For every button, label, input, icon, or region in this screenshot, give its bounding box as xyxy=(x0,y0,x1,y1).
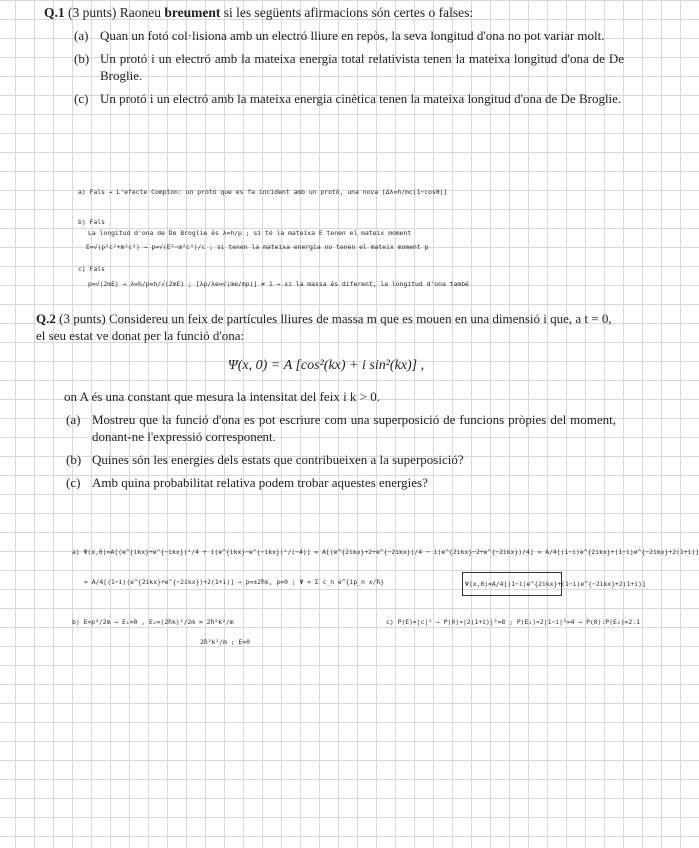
question-2-item-b xyxy=(66,451,616,468)
notes-q1-a: a) Fals → L'efecte Compton: un protó que es fa incident amb un protó, una nova [Δλ=h/mc(1−cosθ)] xyxy=(78,188,448,196)
notes-q2-a-line1: a) Ψ(x,0)=A[(e^{ikx}+e^{−ikx})²/4 + i(e^{ikx}−e^{−ikx})²/(−4)] = A[(e^{2ikx}+2+e^{−2ikx})/4 − i(e^{2ikx}−2+e^{−2ikx})/4] = A/4[(1−i)e^{2ikx}+(1−i)e^{−2ikx}+2(1+i)] xyxy=(72,548,699,556)
item-label: (c) xyxy=(74,91,89,106)
item-text: Quines són les energies dels estats que contribueixen a la superposició? xyxy=(92,452,464,467)
question-1-item-b xyxy=(74,50,624,84)
item-label: (c) xyxy=(66,475,81,490)
item-text: Amb quina probabilitat relativa podem trobar aquestes energies? xyxy=(92,475,428,490)
question-2-number: Q.2 xyxy=(36,311,56,326)
question-2-item-a xyxy=(66,411,616,445)
item-text: Mostreu que la funció d'ona es pot escriure com una superposició de funcions pròpies del moment, donant-ne l'expressió corresponent. xyxy=(92,412,616,444)
item-label: (a) xyxy=(74,28,89,43)
item-text: Un protó i un electró amb la mateixa energia total relativista tenen la mateixa longitud d'ona de De Broglie. xyxy=(100,51,624,83)
item-text: Quan un fotó col·lisiona amb un electró lliure en repòs, la seva longitud d'ona no pot variar molt. xyxy=(100,28,605,43)
question-2-item-c xyxy=(66,474,616,491)
notes-q1-b-head: b) Fals xyxy=(78,218,105,226)
question-2-points: (3 punts) xyxy=(59,311,106,326)
question-1-intro-post: si les següents afirmacions són certes o falses: xyxy=(220,5,474,20)
notes-q2-b-line1: b) E=p²/2m → E₁=0 , E₂=(2ħk)²/2m = 2ħ²k²/m xyxy=(72,618,234,626)
question-2-items xyxy=(66,411,616,491)
wavefunction-formula: Ψ(x, 0) = A [cos²(kx) + i sin²(kx)] , xyxy=(227,358,425,373)
notes-q1-b-line2: E=√(p²c²+m²c⁴) → p=√(E²−m²c⁴)/c ; si tenen la mateixa energia no tenen el mateix moment p xyxy=(86,243,429,251)
question-1-item-c xyxy=(74,90,624,107)
question-2-intro: Considereu un feix de partícules lliures de massa m que es mouen en una dimensió i que, a t = 0, el seu estat ve donat per la funció d'ona: xyxy=(36,311,612,343)
question-1-item-a xyxy=(74,27,624,44)
notes-q2-a-boxed: Ψ(x,0)=A/4[(1−i)e^{2ikx}+(1−i)e^{−2ikx}+2(1+i)] xyxy=(462,572,562,596)
item-text: Un protó i un electró amb la mateixa energia cinètica tenen la mateixa longitud d'ona de De Broglie. xyxy=(100,91,622,106)
question-1-heading xyxy=(44,4,624,21)
question-2 xyxy=(36,310,616,497)
notes-q2-c-line: c) P(E)∝|c|² → P(0)∝|2(1+i)|²=8 ; P(E₂)∝2|1−i|²=4 → P(0):P(E₂)=2:1 xyxy=(386,618,640,626)
notes-q2-a-line2: = A/4[(1−i)(e^{2ikx}+e^{−2ikx})+2(1+i)] → p=±2ħk, p=0 ; Ψ = Σ c_n e^{ip_n x/ħ} xyxy=(84,578,385,586)
notes-q1-c-head: c) Fals xyxy=(78,265,105,273)
question-2-heading xyxy=(36,310,616,344)
notes-q2-b-line2: 2ħ²k²/m ; E=0 xyxy=(200,638,251,646)
question-1-points: (3 punts) xyxy=(68,5,117,20)
question-1-items xyxy=(74,27,624,107)
notes-q1-c-line: p=√(2mE) → λ=h/p=h/√(2mE) ; [λp/λe=√(me/mp)] ≠ 1 → si la massa és diferent, la longitud d'ona també xyxy=(88,280,469,288)
item-label: (b) xyxy=(66,452,82,467)
question-1-number: Q.1 xyxy=(44,5,65,20)
notes-q1-b-line1: La longitud d'ona de De Broglie és λ=h/p ; si té la mateixa E tenen el mateix moment xyxy=(88,229,412,237)
question-1-intro-bold: breument xyxy=(164,5,221,20)
item-label: (a) xyxy=(66,412,81,427)
question-1 xyxy=(44,4,624,113)
item-label: (b) xyxy=(74,51,90,66)
question-1-intro-pre: Raoneu xyxy=(119,5,165,20)
question-2-after: on A és una constant que mesura la intensitat del feix i k > 0. xyxy=(64,389,381,404)
